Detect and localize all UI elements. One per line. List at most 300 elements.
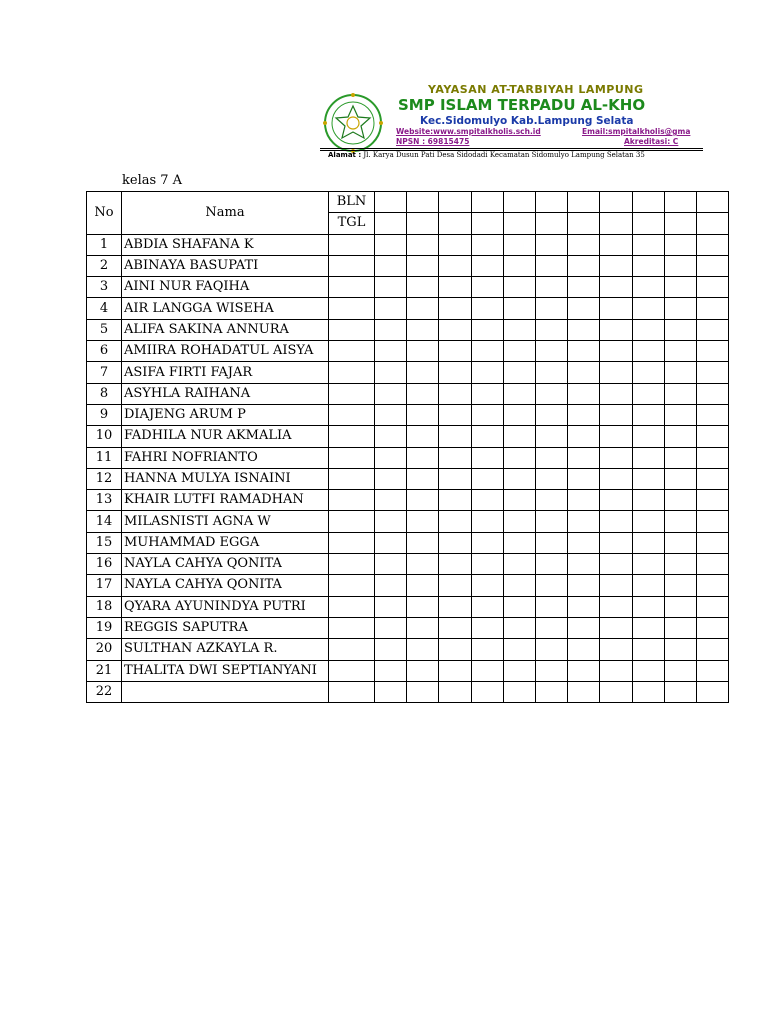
attendance-cell[interactable] bbox=[664, 532, 696, 553]
attendance-cell[interactable] bbox=[632, 277, 664, 298]
attendance-cell[interactable] bbox=[535, 234, 567, 255]
attendance-cell[interactable] bbox=[439, 234, 471, 255]
attendance-cell[interactable] bbox=[535, 383, 567, 404]
attendance-cell[interactable] bbox=[632, 660, 664, 681]
attendance-header-cell[interactable] bbox=[664, 213, 696, 234]
attendance-cell[interactable] bbox=[375, 532, 407, 553]
attendance-header-cell[interactable] bbox=[439, 192, 471, 213]
attendance-cell[interactable] bbox=[407, 554, 439, 575]
attendance-cell[interactable] bbox=[471, 234, 503, 255]
attendance-cell[interactable] bbox=[503, 617, 535, 638]
attendance-cell[interactable] bbox=[503, 447, 535, 468]
attendance-cell[interactable] bbox=[329, 319, 375, 340]
attendance-cell[interactable] bbox=[375, 511, 407, 532]
attendance-cell[interactable] bbox=[471, 617, 503, 638]
attendance-cell[interactable] bbox=[439, 468, 471, 489]
attendance-cell[interactable] bbox=[696, 554, 728, 575]
attendance-cell[interactable] bbox=[696, 617, 728, 638]
attendance-cell[interactable] bbox=[632, 447, 664, 468]
attendance-header-cell[interactable] bbox=[471, 192, 503, 213]
attendance-header-cell[interactable] bbox=[568, 192, 600, 213]
attendance-cell[interactable] bbox=[375, 660, 407, 681]
attendance-cell[interactable] bbox=[471, 383, 503, 404]
attendance-cell[interactable] bbox=[439, 490, 471, 511]
attendance-cell[interactable] bbox=[600, 681, 632, 702]
attendance-cell[interactable] bbox=[439, 341, 471, 362]
attendance-cell[interactable] bbox=[407, 681, 439, 702]
attendance-cell[interactable] bbox=[568, 426, 600, 447]
student-name: ABINAYA BASUPATI bbox=[122, 255, 329, 276]
attendance-cell[interactable] bbox=[664, 639, 696, 660]
student-number: 3 bbox=[87, 277, 122, 298]
attendance-cell[interactable] bbox=[471, 404, 503, 425]
attendance-cell[interactable] bbox=[375, 681, 407, 702]
attendance-cell[interactable] bbox=[696, 532, 728, 553]
attendance-cell[interactable] bbox=[439, 298, 471, 319]
attendance-cell[interactable] bbox=[503, 554, 535, 575]
attendance-cell[interactable] bbox=[503, 639, 535, 660]
attendance-cell[interactable] bbox=[600, 639, 632, 660]
attendance-cell[interactable] bbox=[664, 447, 696, 468]
attendance-cell[interactable] bbox=[696, 319, 728, 340]
attendance-cell[interactable] bbox=[329, 255, 375, 276]
attendance-cell[interactable] bbox=[535, 532, 567, 553]
attendance-header-cell[interactable] bbox=[600, 213, 632, 234]
attendance-cell[interactable] bbox=[600, 490, 632, 511]
attendance-cell[interactable] bbox=[503, 426, 535, 447]
attendance-cell[interactable] bbox=[471, 447, 503, 468]
attendance-cell[interactable] bbox=[439, 575, 471, 596]
attendance-cell[interactable] bbox=[632, 319, 664, 340]
attendance-cell[interactable] bbox=[439, 554, 471, 575]
attendance-cell[interactable] bbox=[375, 404, 407, 425]
attendance-cell[interactable] bbox=[329, 362, 375, 383]
attendance-cell[interactable] bbox=[568, 277, 600, 298]
attendance-cell[interactable] bbox=[503, 404, 535, 425]
attendance-header-cell[interactable] bbox=[503, 192, 535, 213]
attendance-cell[interactable] bbox=[535, 596, 567, 617]
attendance-cell[interactable] bbox=[439, 404, 471, 425]
attendance-cell[interactable] bbox=[503, 468, 535, 489]
attendance-cell[interactable] bbox=[535, 468, 567, 489]
student-name: THALITA DWI SEPTIANYANI bbox=[122, 660, 329, 681]
attendance-cell[interactable] bbox=[439, 511, 471, 532]
attendance-cell[interactable] bbox=[375, 575, 407, 596]
attendance-cell[interactable] bbox=[471, 596, 503, 617]
student-number: 4 bbox=[87, 298, 122, 319]
attendance-cell[interactable] bbox=[375, 596, 407, 617]
attendance-cell[interactable] bbox=[375, 298, 407, 319]
attendance-cell[interactable] bbox=[632, 362, 664, 383]
attendance-cell[interactable] bbox=[439, 447, 471, 468]
attendance-cell[interactable] bbox=[600, 234, 632, 255]
attendance-cell[interactable] bbox=[471, 341, 503, 362]
attendance-cell[interactable] bbox=[329, 660, 375, 681]
attendance-cell[interactable] bbox=[664, 490, 696, 511]
attendance-cell[interactable] bbox=[632, 575, 664, 596]
attendance-cell[interactable] bbox=[439, 383, 471, 404]
attendance-cell[interactable] bbox=[407, 404, 439, 425]
attendance-cell[interactable] bbox=[600, 255, 632, 276]
attendance-header-cell[interactable] bbox=[664, 192, 696, 213]
attendance-cell[interactable] bbox=[600, 447, 632, 468]
attendance-cell[interactable] bbox=[375, 617, 407, 638]
attendance-cell[interactable] bbox=[535, 660, 567, 681]
attendance-cell[interactable] bbox=[503, 490, 535, 511]
attendance-cell[interactable] bbox=[407, 490, 439, 511]
attendance-cell[interactable] bbox=[471, 575, 503, 596]
attendance-header-cell[interactable] bbox=[471, 213, 503, 234]
attendance-cell[interactable] bbox=[664, 681, 696, 702]
attendance-cell[interactable] bbox=[503, 383, 535, 404]
header-no: No bbox=[87, 192, 122, 235]
attendance-cell[interactable] bbox=[568, 617, 600, 638]
attendance-cell[interactable] bbox=[329, 426, 375, 447]
attendance-cell[interactable] bbox=[535, 639, 567, 660]
attendance-cell[interactable] bbox=[503, 255, 535, 276]
attendance-cell[interactable] bbox=[600, 554, 632, 575]
attendance-cell[interactable] bbox=[407, 617, 439, 638]
attendance-cell[interactable] bbox=[600, 532, 632, 553]
attendance-cell[interactable] bbox=[664, 277, 696, 298]
attendance-cell[interactable] bbox=[375, 554, 407, 575]
attendance-cell[interactable] bbox=[568, 490, 600, 511]
attendance-cell[interactable] bbox=[407, 447, 439, 468]
attendance-cell[interactable] bbox=[568, 341, 600, 362]
attendance-cell[interactable] bbox=[600, 319, 632, 340]
attendance-cell[interactable] bbox=[568, 660, 600, 681]
attendance-cell[interactable] bbox=[568, 255, 600, 276]
attendance-cell[interactable] bbox=[329, 681, 375, 702]
attendance-header-cell[interactable] bbox=[535, 192, 567, 213]
attendance-cell[interactable] bbox=[407, 511, 439, 532]
attendance-cell[interactable] bbox=[696, 298, 728, 319]
attendance-cell[interactable] bbox=[503, 341, 535, 362]
attendance-cell[interactable] bbox=[664, 383, 696, 404]
attendance-cell[interactable] bbox=[568, 319, 600, 340]
attendance-cell[interactable] bbox=[375, 255, 407, 276]
attendance-cell[interactable] bbox=[568, 447, 600, 468]
attendance-cell[interactable] bbox=[664, 319, 696, 340]
attendance-cell[interactable] bbox=[568, 575, 600, 596]
attendance-cell[interactable] bbox=[471, 298, 503, 319]
attendance-cell[interactable] bbox=[600, 298, 632, 319]
attendance-cell[interactable] bbox=[439, 277, 471, 298]
attendance-cell[interactable] bbox=[503, 575, 535, 596]
attendance-cell[interactable] bbox=[696, 234, 728, 255]
attendance-cell[interactable] bbox=[568, 383, 600, 404]
attendance-cell[interactable] bbox=[600, 617, 632, 638]
attendance-cell[interactable] bbox=[600, 383, 632, 404]
attendance-cell[interactable] bbox=[375, 319, 407, 340]
attendance-cell[interactable] bbox=[664, 298, 696, 319]
attendance-cell[interactable] bbox=[329, 468, 375, 489]
student-name: SULTHAN AZKAYLA R. bbox=[122, 639, 329, 660]
student-name: NAYLA CAHYA QONITA bbox=[122, 554, 329, 575]
attendance-cell[interactable] bbox=[407, 575, 439, 596]
attendance-cell[interactable] bbox=[407, 426, 439, 447]
attendance-cell[interactable] bbox=[535, 554, 567, 575]
attendance-cell[interactable] bbox=[696, 639, 728, 660]
attendance-cell[interactable] bbox=[535, 426, 567, 447]
attendance-cell[interactable] bbox=[535, 298, 567, 319]
attendance-cell[interactable] bbox=[407, 341, 439, 362]
attendance-cell[interactable] bbox=[471, 639, 503, 660]
attendance-header-cell[interactable] bbox=[632, 192, 664, 213]
attendance-cell[interactable] bbox=[600, 341, 632, 362]
attendance-cell[interactable] bbox=[568, 298, 600, 319]
attendance-cell[interactable] bbox=[664, 362, 696, 383]
attendance-cell[interactable] bbox=[329, 490, 375, 511]
attendance-cell[interactable] bbox=[407, 383, 439, 404]
attendance-cell[interactable] bbox=[407, 362, 439, 383]
attendance-header-cell[interactable] bbox=[375, 192, 407, 213]
attendance-cell[interactable] bbox=[471, 532, 503, 553]
attendance-cell[interactable] bbox=[535, 362, 567, 383]
attendance-cell[interactable] bbox=[329, 617, 375, 638]
attendance-cell[interactable] bbox=[407, 639, 439, 660]
attendance-cell[interactable] bbox=[696, 511, 728, 532]
attendance-cell[interactable] bbox=[503, 298, 535, 319]
attendance-cell[interactable] bbox=[568, 234, 600, 255]
attendance-cell[interactable] bbox=[471, 511, 503, 532]
attendance-cell[interactable] bbox=[664, 511, 696, 532]
attendance-header-cell[interactable] bbox=[375, 213, 407, 234]
attendance-cell[interactable] bbox=[535, 681, 567, 702]
attendance-cell[interactable] bbox=[568, 532, 600, 553]
attendance-cell[interactable] bbox=[600, 468, 632, 489]
attendance-cell[interactable] bbox=[407, 277, 439, 298]
student-name: AINI NUR FAQIHA bbox=[122, 277, 329, 298]
attendance-cell[interactable] bbox=[375, 383, 407, 404]
attendance-header-cell[interactable] bbox=[439, 213, 471, 234]
attendance-cell[interactable] bbox=[375, 277, 407, 298]
attendance-cell[interactable] bbox=[503, 532, 535, 553]
attendance-cell[interactable] bbox=[600, 404, 632, 425]
attendance-cell[interactable] bbox=[600, 660, 632, 681]
attendance-cell[interactable] bbox=[664, 575, 696, 596]
attendance-cell[interactable] bbox=[568, 596, 600, 617]
attendance-cell[interactable] bbox=[375, 362, 407, 383]
table-row bbox=[87, 234, 729, 255]
attendance-cell[interactable] bbox=[632, 511, 664, 532]
attendance-cell[interactable] bbox=[568, 404, 600, 425]
attendance-cell[interactable] bbox=[375, 234, 407, 255]
attendance-cell[interactable] bbox=[568, 681, 600, 702]
attendance-cell[interactable] bbox=[471, 426, 503, 447]
attendance-cell[interactable] bbox=[375, 341, 407, 362]
attendance-cell[interactable] bbox=[632, 383, 664, 404]
attendance-cell[interactable] bbox=[439, 617, 471, 638]
attendance-cell[interactable] bbox=[439, 681, 471, 702]
attendance-cell[interactable] bbox=[568, 362, 600, 383]
attendance-cell[interactable] bbox=[696, 447, 728, 468]
attendance-header-cell[interactable] bbox=[407, 213, 439, 234]
attendance-header-cell[interactable] bbox=[568, 213, 600, 234]
attendance-cell[interactable] bbox=[664, 468, 696, 489]
attendance-cell[interactable] bbox=[696, 277, 728, 298]
student-name: FAHRI NOFRIANTO bbox=[122, 447, 329, 468]
attendance-cell[interactable] bbox=[471, 362, 503, 383]
attendance-cell[interactable] bbox=[600, 277, 632, 298]
attendance-cell[interactable] bbox=[439, 660, 471, 681]
attendance-cell[interactable] bbox=[375, 426, 407, 447]
attendance-cell[interactable] bbox=[664, 554, 696, 575]
attendance-cell[interactable] bbox=[329, 447, 375, 468]
attendance-cell[interactable] bbox=[407, 468, 439, 489]
attendance-cell[interactable] bbox=[503, 319, 535, 340]
attendance-cell[interactable] bbox=[632, 596, 664, 617]
attendance-cell[interactable] bbox=[600, 426, 632, 447]
attendance-cell[interactable] bbox=[329, 554, 375, 575]
attendance-cell[interactable] bbox=[471, 554, 503, 575]
attendance-cell[interactable] bbox=[329, 404, 375, 425]
attendance-cell[interactable] bbox=[375, 468, 407, 489]
attendance-cell[interactable] bbox=[664, 596, 696, 617]
attendance-cell[interactable] bbox=[439, 596, 471, 617]
attendance-cell[interactable] bbox=[696, 660, 728, 681]
attendance-cell[interactable] bbox=[407, 234, 439, 255]
attendance-cell[interactable] bbox=[471, 681, 503, 702]
attendance-cell[interactable] bbox=[632, 255, 664, 276]
school-address bbox=[328, 151, 645, 159]
attendance-cell[interactable] bbox=[632, 617, 664, 638]
attendance-cell[interactable] bbox=[568, 468, 600, 489]
attendance-cell[interactable] bbox=[471, 319, 503, 340]
attendance-cell[interactable] bbox=[535, 490, 567, 511]
attendance-cell[interactable] bbox=[568, 554, 600, 575]
attendance-cell[interactable] bbox=[632, 426, 664, 447]
attendance-cell[interactable] bbox=[329, 596, 375, 617]
attendance-cell[interactable] bbox=[329, 298, 375, 319]
attendance-cell[interactable] bbox=[535, 575, 567, 596]
attendance-cell[interactable] bbox=[535, 255, 567, 276]
attendance-cell[interactable] bbox=[568, 511, 600, 532]
attendance-cell[interactable] bbox=[696, 490, 728, 511]
attendance-cell[interactable] bbox=[696, 596, 728, 617]
attendance-header-cell[interactable] bbox=[632, 213, 664, 234]
attendance-cell[interactable] bbox=[535, 511, 567, 532]
attendance-cell[interactable] bbox=[503, 362, 535, 383]
attendance-cell[interactable] bbox=[329, 639, 375, 660]
attendance-cell[interactable] bbox=[664, 660, 696, 681]
attendance-cell[interactable] bbox=[568, 639, 600, 660]
attendance-header-cell[interactable] bbox=[535, 213, 567, 234]
attendance-cell[interactable] bbox=[632, 554, 664, 575]
attendance-cell[interactable] bbox=[471, 277, 503, 298]
attendance-cell[interactable] bbox=[535, 447, 567, 468]
attendance-cell[interactable] bbox=[439, 426, 471, 447]
attendance-cell[interactable] bbox=[503, 277, 535, 298]
attendance-cell[interactable] bbox=[696, 426, 728, 447]
attendance-cell[interactable] bbox=[696, 404, 728, 425]
attendance-cell[interactable] bbox=[696, 575, 728, 596]
attendance-header-cell[interactable] bbox=[503, 213, 535, 234]
attendance-cell[interactable] bbox=[632, 468, 664, 489]
attendance-cell[interactable] bbox=[696, 468, 728, 489]
attendance-cell[interactable] bbox=[600, 511, 632, 532]
attendance-cell[interactable] bbox=[329, 277, 375, 298]
attendance-cell[interactable] bbox=[329, 575, 375, 596]
attendance-cell[interactable] bbox=[471, 255, 503, 276]
attendance-cell[interactable] bbox=[664, 234, 696, 255]
attendance-cell[interactable] bbox=[329, 511, 375, 532]
attendance-cell[interactable] bbox=[632, 639, 664, 660]
attendance-cell[interactable] bbox=[439, 319, 471, 340]
student-number: 6 bbox=[87, 341, 122, 362]
attendance-cell[interactable] bbox=[632, 490, 664, 511]
attendance-cell[interactable] bbox=[407, 255, 439, 276]
attendance-cell[interactable] bbox=[439, 639, 471, 660]
attendance-cell[interactable] bbox=[535, 404, 567, 425]
attendance-cell[interactable] bbox=[535, 617, 567, 638]
attendance-cell[interactable] bbox=[375, 490, 407, 511]
attendance-cell[interactable] bbox=[503, 596, 535, 617]
attendance-header-cell[interactable] bbox=[407, 192, 439, 213]
attendance-cell[interactable] bbox=[329, 341, 375, 362]
attendance-header-cell[interactable] bbox=[600, 192, 632, 213]
attendance-header-cell[interactable] bbox=[696, 213, 728, 234]
attendance-cell[interactable] bbox=[329, 234, 375, 255]
attendance-cell[interactable] bbox=[696, 362, 728, 383]
attendance-cell[interactable] bbox=[329, 383, 375, 404]
attendance-cell[interactable] bbox=[503, 660, 535, 681]
attendance-cell[interactable] bbox=[535, 341, 567, 362]
attendance-cell[interactable] bbox=[696, 341, 728, 362]
attendance-cell[interactable] bbox=[696, 383, 728, 404]
attendance-cell[interactable] bbox=[407, 660, 439, 681]
attendance-cell[interactable] bbox=[407, 532, 439, 553]
attendance-header-cell[interactable] bbox=[696, 192, 728, 213]
attendance-cell[interactable] bbox=[407, 298, 439, 319]
attendance-cell[interactable] bbox=[375, 447, 407, 468]
attendance-cell[interactable] bbox=[535, 277, 567, 298]
attendance-cell[interactable] bbox=[329, 532, 375, 553]
attendance-cell[interactable] bbox=[535, 319, 567, 340]
attendance-cell[interactable] bbox=[696, 255, 728, 276]
attendance-cell[interactable] bbox=[600, 362, 632, 383]
table-row bbox=[87, 404, 729, 425]
attendance-cell[interactable] bbox=[471, 660, 503, 681]
student-name: DIAJENG ARUM P bbox=[122, 404, 329, 425]
attendance-cell[interactable] bbox=[696, 681, 728, 702]
attendance-cell[interactable] bbox=[632, 341, 664, 362]
attendance-cell[interactable] bbox=[375, 639, 407, 660]
attendance-cell[interactable] bbox=[632, 234, 664, 255]
attendance-cell[interactable] bbox=[471, 468, 503, 489]
attendance-cell[interactable] bbox=[664, 617, 696, 638]
attendance-cell[interactable] bbox=[664, 255, 696, 276]
attendance-cell[interactable] bbox=[407, 319, 439, 340]
attendance-cell[interactable] bbox=[439, 255, 471, 276]
attendance-cell[interactable] bbox=[664, 404, 696, 425]
attendance-cell[interactable] bbox=[664, 426, 696, 447]
attendance-cell[interactable] bbox=[632, 532, 664, 553]
attendance-cell[interactable] bbox=[632, 298, 664, 319]
attendance-cell[interactable] bbox=[407, 596, 439, 617]
attendance-cell[interactable] bbox=[632, 681, 664, 702]
attendance-cell[interactable] bbox=[664, 341, 696, 362]
attendance-cell[interactable] bbox=[471, 490, 503, 511]
attendance-cell[interactable] bbox=[503, 681, 535, 702]
attendance-cell[interactable] bbox=[600, 596, 632, 617]
attendance-cell[interactable] bbox=[600, 575, 632, 596]
attendance-cell[interactable] bbox=[439, 362, 471, 383]
attendance-cell[interactable] bbox=[439, 532, 471, 553]
attendance-cell[interactable] bbox=[503, 511, 535, 532]
attendance-cell[interactable] bbox=[632, 404, 664, 425]
attendance-cell[interactable] bbox=[503, 234, 535, 255]
